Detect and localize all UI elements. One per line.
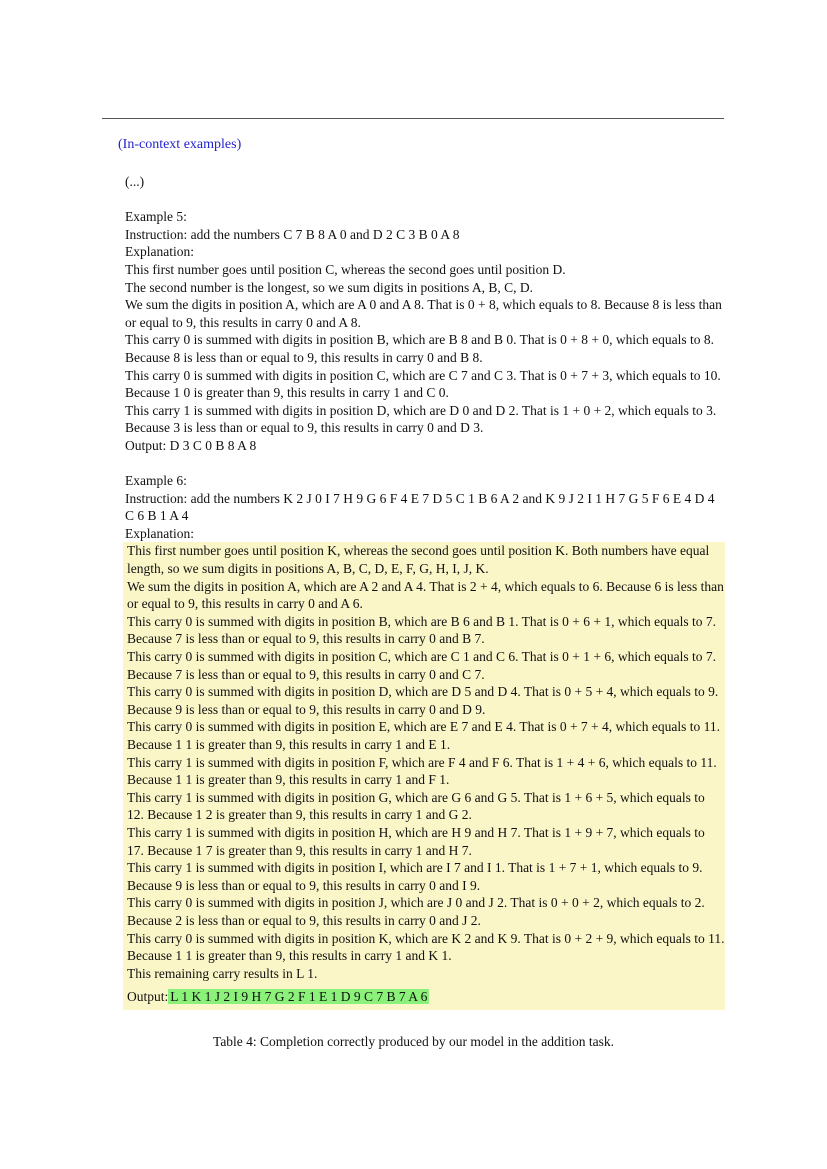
- example6-line: This first number goes until position K, whereas the second goes until position K. Both numbers have equal length, so we sum digits in positions A, B, C, D, E, F, G, H, I, J, K.: [127, 543, 710, 577]
- example6-line: This carry 1 is summed with digits in position G, which are G 6 and G 5. That is 1 + 6 + 5, which equals to 12. Because 1 2 is greater than 9, this results in carry 1 and G 2.: [127, 789, 705, 823]
- example6-output: [127, 986, 725, 1010]
- example5-instruction: Instruction: add the numbers C 7 B 8 A 0 and D 2 C 3 B 0 A 8: [125, 226, 460, 242]
- section-heading: (In-context examples): [118, 137, 242, 152]
- example5-output: Output: D 3 C 0 B 8 A 8: [125, 437, 257, 453]
- example6-line: This carry 0 is summed with digits in position J, which are J 0 and J 2. That is 0 + 0 + 2, which equals to 2. Because 2 is less than or equal to 9, this results in carry 0 and J 2.: [127, 895, 705, 928]
- example5-line: This carry 1 is summed with digits in position D, which are D 0 and D 2. That is 1 + 0 + 2, which equals to 3. Because 3 is less than or equal to 9, this results in carry 0 and D 3.: [125, 402, 717, 436]
- example6-line: This carry 0 is summed with digits in position B, which are B 6 and B 1. That is 0 + 6 + 1, which equals to 7. Because 7 is less than or equal to 9, this results in carry 0 and B 7.: [127, 613, 717, 647]
- example6-line: We sum the digits in position A, which are A 2 and A 4. That is 2 + 4, which equals to 6. Because 6 is less than or equal to 9, this results in carry 0 and A 6.: [127, 578, 724, 612]
- output-value: L 1 K 1 J 2 I 9 H 7 G 2 F 1 E 1 D 9 C 7 B 7 A 6: [170, 989, 428, 1005]
- ellipsis: (...): [125, 174, 145, 189]
- model-completion-highlight: [123, 542, 725, 1009]
- top-rule: [102, 118, 724, 119]
- example6-line: This carry 0 is summed with digits in position E, which are E 7 and E 4. That is 0 + 7 + 4, which equals to 11. Because 1 1 is greater than 9, this results in carry 1 and E 1.: [127, 719, 721, 752]
- examples-body: [125, 173, 725, 1010]
- example6-line: This carry 1 is summed with digits in position F, which are F 4 and F 6. That is 1 + 4 + 6, which equals to 11. Because 1 1 is greater than 9, this results in carry 1 and F 1.: [127, 754, 717, 788]
- example6-line: This carry 0 is summed with digits in position D, which are D 5 and D 4. That is 0 + 5 + 4, which equals to 9. Because 9 is less than or equal to 9, this results in carry 0 and D 9.: [127, 684, 719, 717]
- output-label: Output:: [127, 989, 169, 1005]
- example6-instruction: Instruction: add the numbers K 2 J 0 I 7 H 9 G 6 F 4 E 7 D 5 C 1 B 6 A 2 and K 9 J 2 I 1 H 7 G 5 F 6 E 4 D 4 C 6 B 1 A 4: [125, 490, 715, 524]
- example5-title: Example 5:: [125, 209, 187, 225]
- example5-line: This first number goes until position C, whereas the second goes until position D.: [125, 261, 566, 277]
- example5-explanation-label: Explanation:: [125, 244, 194, 260]
- example6-title: Example 6:: [125, 473, 187, 489]
- example6-line: This carry 1 is summed with digits in position I, which are I 7 and I 1. That is 1 + 7 + 1, which equals to 9. Because 9 is less than or equal to 9, this results in carry 0 and I 9.: [127, 860, 703, 893]
- example6-explanation-label: Explanation:: [125, 525, 194, 541]
- table-caption: Table 4: Completion correctly produced by our model in the addition task.: [213, 1034, 614, 1049]
- example6-line: This carry 1 is summed with digits in position H, which are H 9 and H 7. That is 1 + 9 + 7, which equals to 17. Because 1 7 is greater than 9, this results in carry 1 and H 7.: [127, 824, 705, 858]
- example6-line: This carry 0 is summed with digits in position C, which are C 1 and C 6. That is 0 + 1 + 6, which equals to 7. Because 7 is less than or equal to 9, this results in carry 0 and C 7.: [127, 649, 717, 682]
- example5-line: The second number is the longest, so we sum digits in positions A, B, C, D.: [125, 279, 533, 295]
- example5-line: This carry 0 is summed with digits in position C, which are C 7 and C 3. That is 0 + 7 + 3, which equals to 10. Because 1 0 is greater than 9, this results in carry 1 and C 0.: [125, 367, 721, 401]
- example6-line: This remaining carry results in L 1.: [127, 965, 318, 981]
- example6-line: This carry 0 is summed with digits in position K, which are K 2 and K 9. That is 0 + 2 + 9, which equals to 11. Because 1 1 is greater than 9, this results in carry 1 and K 1.: [127, 930, 725, 964]
- example5-line: We sum the digits in position A, which are A 0 and A 8. That is 0 + 8, which equals to 8. Because 8 is less than or equal to 9, this results in carry 0 and A 8.: [125, 297, 722, 330]
- example5-line: This carry 0 is summed with digits in position B, which are B 8 and B 0. That is 0 + 8 + 0, which equals to 8. Because 8 is less than or equal to 9, this results in carry 0 and B 8.: [125, 332, 715, 365]
